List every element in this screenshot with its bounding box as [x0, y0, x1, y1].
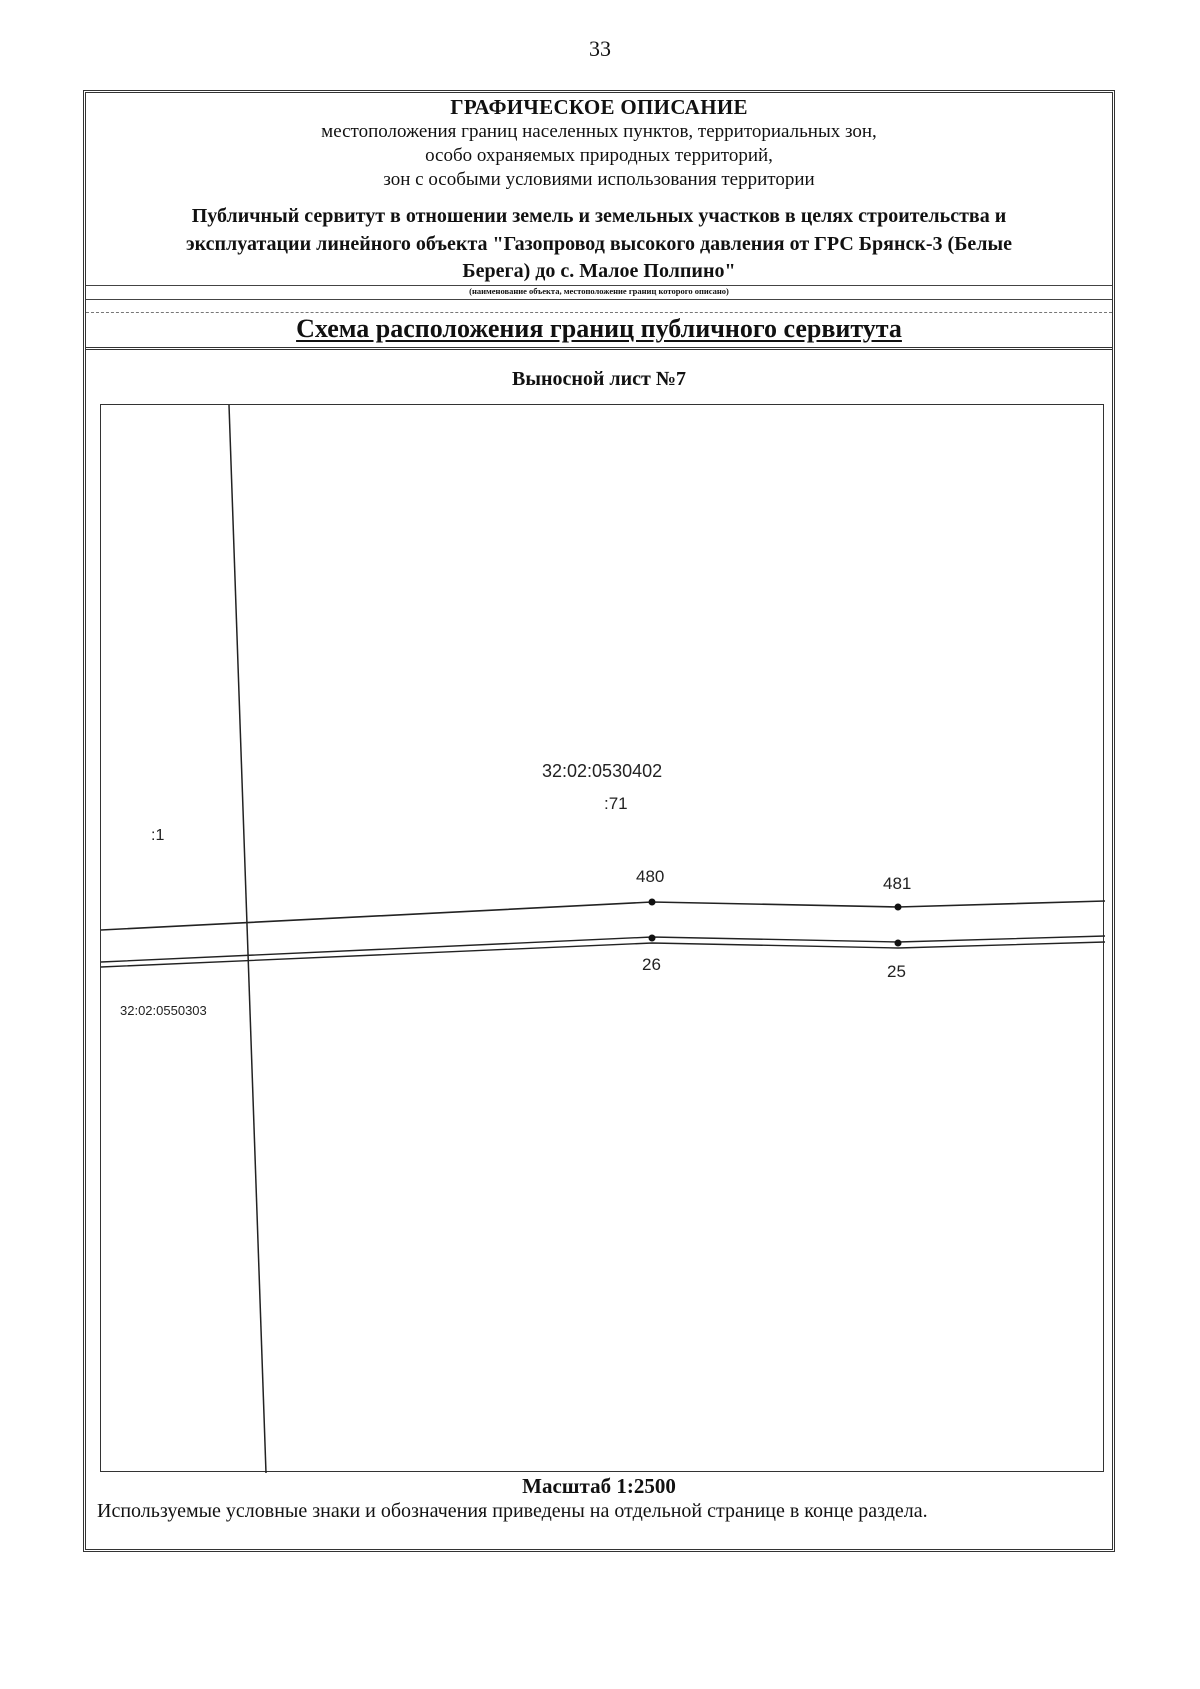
point-481-label: 481: [883, 874, 912, 893]
object-caption: (наименование объекта, местоположение границ которого описано): [469, 286, 729, 296]
subtitle-line-1: местоположения границ населенных пунктов, территориальных зон,: [321, 121, 877, 142]
parcel-71-label: :71: [604, 794, 628, 813]
page-number: 33: [589, 36, 611, 61]
point-25-marker: [895, 940, 902, 947]
purpose-line-2: эксплуатации линейного объекта "Газопровод высокого давления от ГРС Брянск-3 (Белые: [185, 233, 1013, 255]
quarter-north-label: 32:02:0530402: [542, 761, 663, 781]
document-title: ГРАФИЧЕСКОЕ ОПИСАНИЕ: [450, 95, 748, 119]
subtitle-line-3: зон с особыми условиями использования территории: [383, 169, 815, 190]
sheet-title: Выносной лист №7: [512, 368, 686, 390]
parcel-boundary-line: [229, 405, 266, 1473]
header-block: [86, 93, 1112, 350]
servitude-north-boundary: [101, 901, 1105, 930]
caption-rule-bottom: [86, 299, 1112, 300]
point-480-label: 480: [636, 867, 665, 886]
scheme-title: [86, 314, 1112, 344]
map-drawing: [101, 405, 1105, 1473]
map-area: [100, 404, 1104, 1472]
scheme-rule: [86, 312, 1112, 313]
point-481-marker: [895, 904, 902, 911]
parcel-1-label: :1: [151, 827, 165, 844]
point-25-label: 25: [887, 962, 906, 981]
legend-note: Используемые условные знаки и обозначения приведены на отдельной странице в конце раздела.: [97, 1500, 928, 1522]
quarter-south-label: 32:02:0550303: [120, 1003, 207, 1018]
purpose-line-1: Публичный сервитут в отношении земель и земельных участков в целях строительства и: [191, 205, 1007, 227]
purpose-line-3: Берега) до с. Малое Полпино": [462, 260, 736, 282]
map-scale: Масштаб 1:2500: [522, 1474, 676, 1498]
subtitle-line-2: особо охраняемых природных территорий,: [425, 145, 773, 166]
point-480-marker: [649, 899, 656, 906]
scheme-title-text: Схема расположения границ публичного сервитута: [296, 314, 902, 343]
point-26-label: 26: [642, 955, 661, 974]
servitude-south-boundary: [101, 936, 1105, 962]
point-26-marker: [649, 935, 656, 942]
